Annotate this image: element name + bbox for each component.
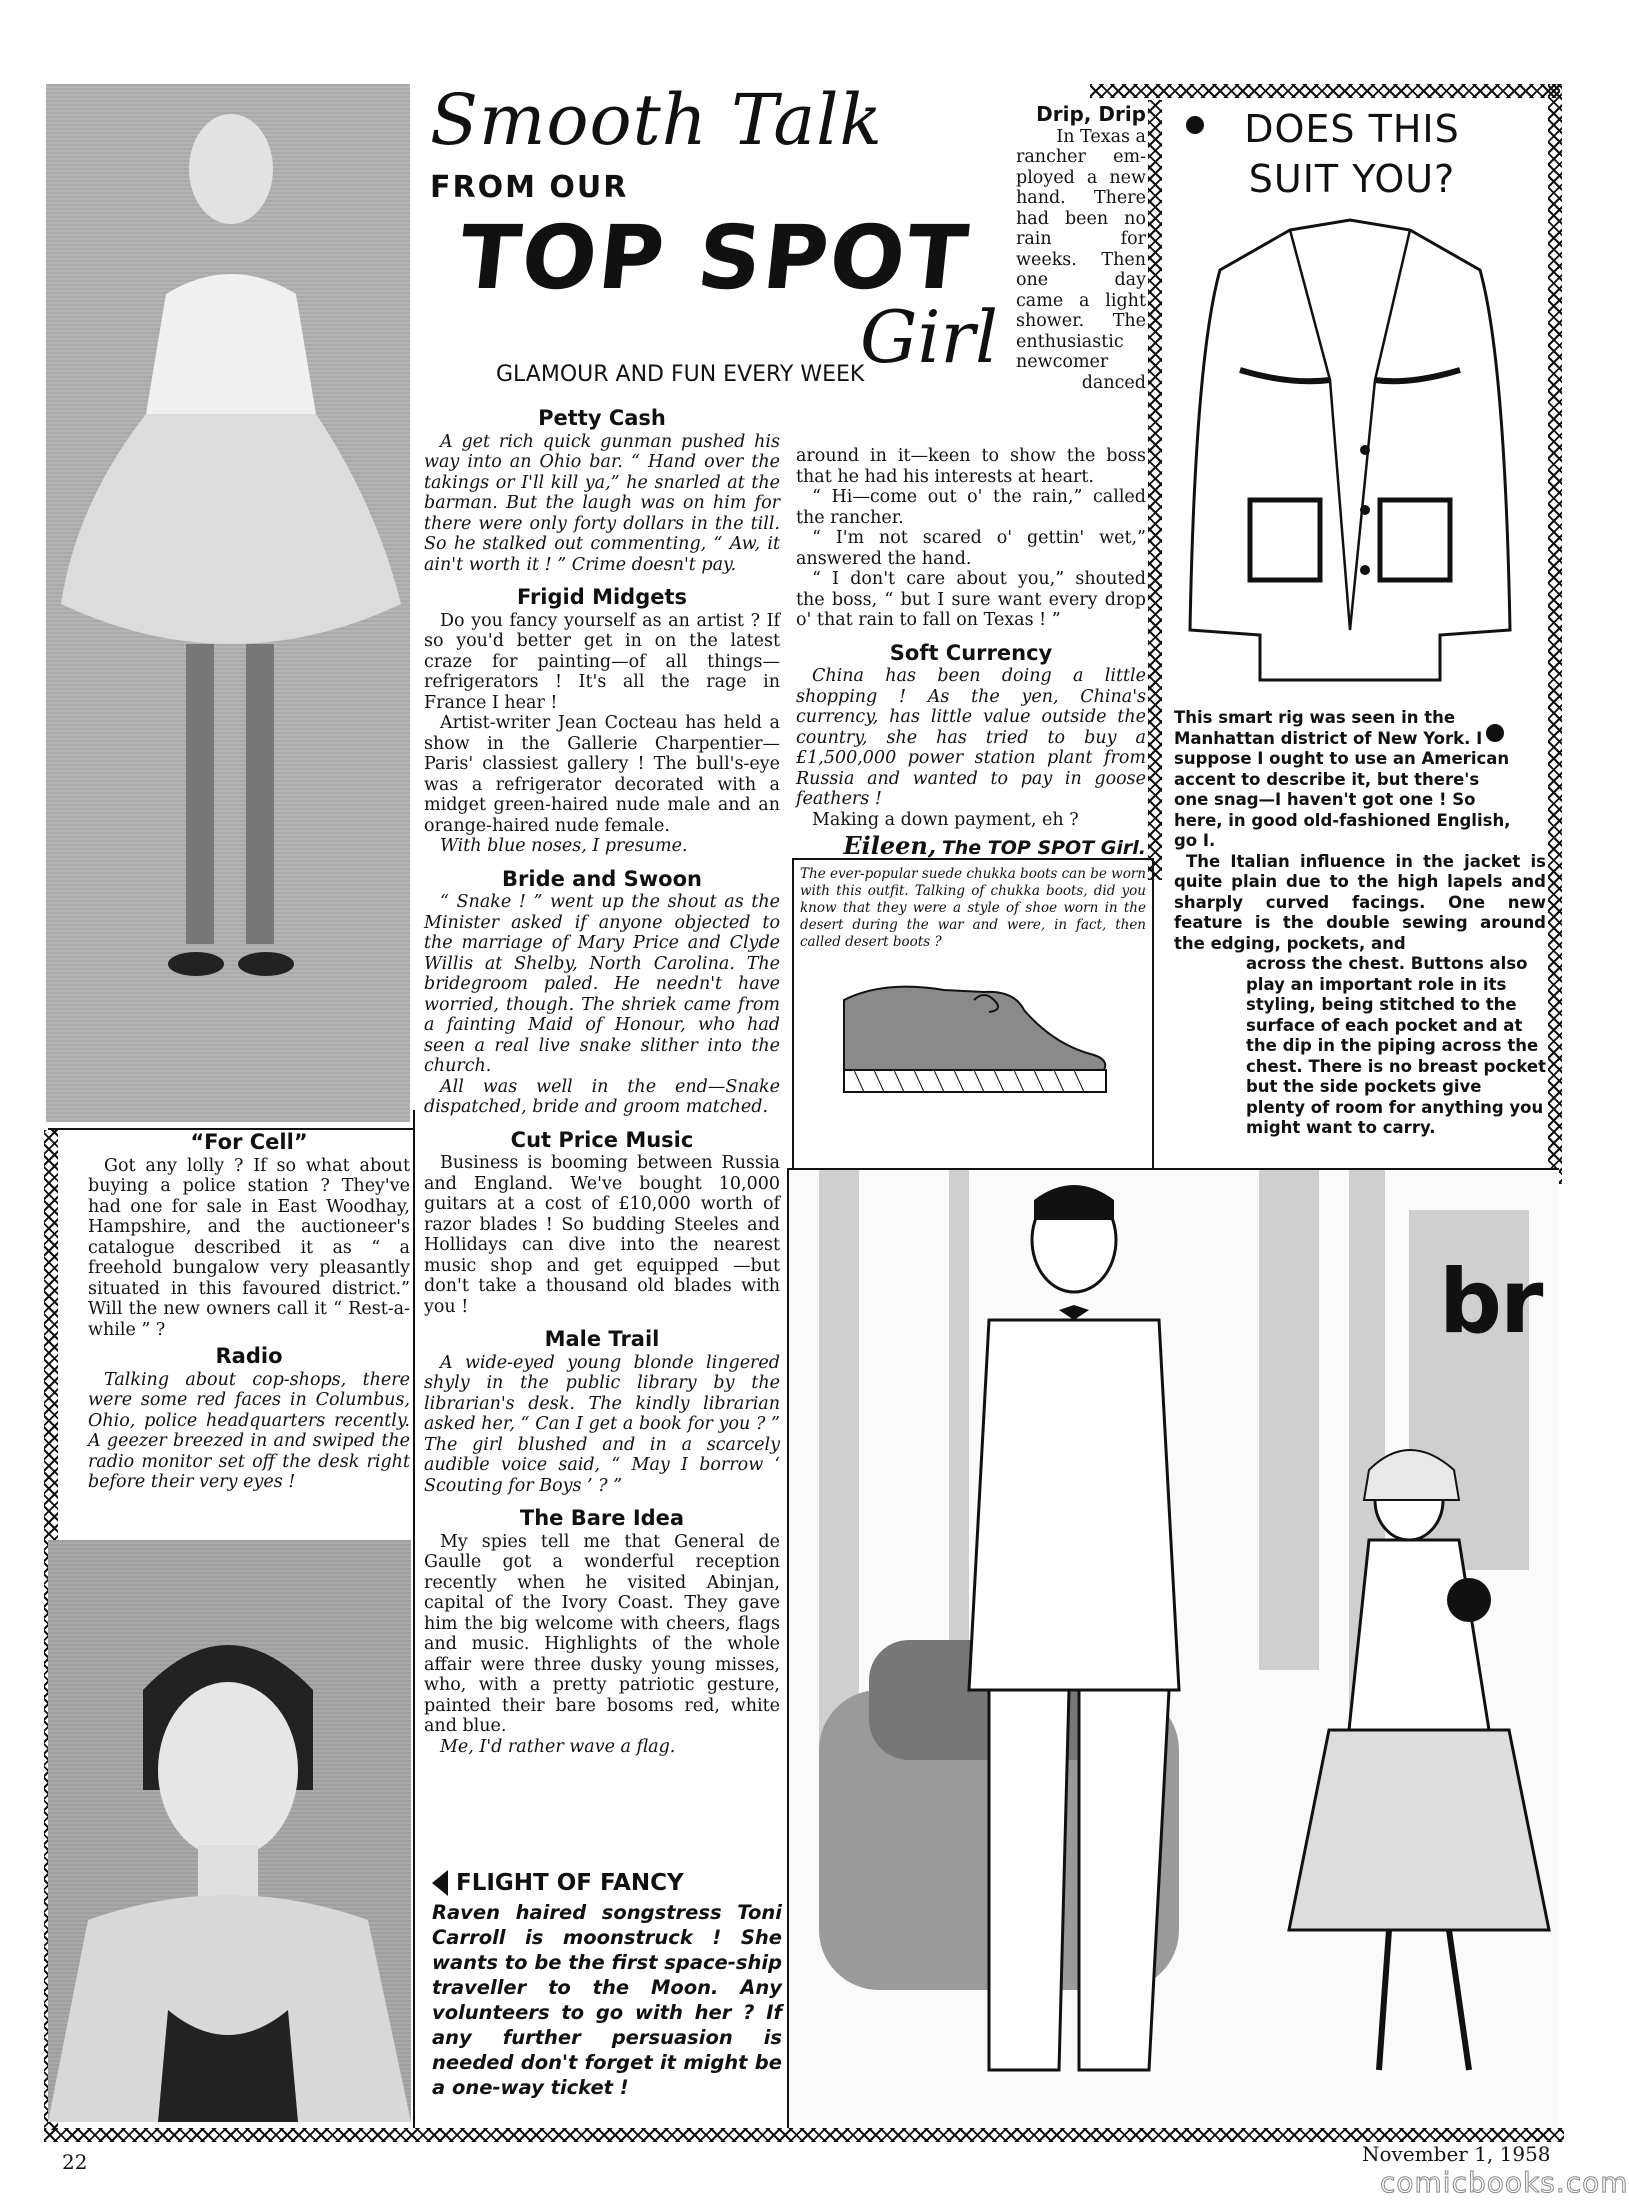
- signature: [796, 831, 1146, 860]
- boots-caption: The ever-popular suede chukka boots can be worn with this outfit. Talking of chukka boots, did you know that they were a style of shoe worn in the desert during the war and were, in fact, then called desert boots ?: [800, 866, 1146, 950]
- drip-drip-line: rain for: [1016, 229, 1146, 249]
- drip-drip-line: shower. The: [1016, 311, 1146, 331]
- bride-and-swoon-heading: Bride and Swoon: [502, 866, 702, 891]
- male-trail-body: A wide-eyed young blonde lingered shyly in the public library by the librarian's desk. The kindly librarian asked her, “ Can I get a book for you ? ” The girl blushed and in a scarcely audible voice said, “ May I borrow ‘ Scouting for Boys ’ ? ”: [424, 1352, 780, 1496]
- drip-drip-line: newcomer: [1016, 352, 1109, 372]
- drip-drip-line: hand. There: [1016, 188, 1146, 208]
- cut-price-music-body: Business is booming between Russia and England. We've bought 10,000 guitars at a cost of £10,000 worth of razor blades ! So budding Steeles and Hollidays can dive into the nearest music shop and get equipped —but don't take a thousand old blades with you !: [424, 1153, 780, 1317]
- photo-toni-carroll: [48, 1540, 411, 2122]
- drip-drip-body-1: around in it—keen to show the boss that he had his interests at heart.: [796, 446, 1146, 487]
- radio-body: Talking about cop-shops, there were some red faces in Columbus, Ohio, police headquarters recently. A geezer breezed in and swiped the radio monitor set off the desk right before their very eyes !: [88, 1369, 410, 1492]
- signature-rest: The TOP SPOT Girl.: [941, 837, 1146, 859]
- fashion-illustration: [789, 1170, 1559, 2128]
- fashion-heading-row: [1166, 104, 1546, 204]
- left-column-rule: [413, 1110, 415, 2128]
- fashion-body-2b: across the chest. Buttons also play an important role in its styling, being stitched to the surface of each pocket and at the dip in the piping across the chest. There is no breast pocket but the side pockets give plenty of room for anything you might want to carry.: [1246, 954, 1547, 1137]
- drip-drip-narrow-lines: [1016, 127, 1146, 394]
- drip-drip-narrow: [1016, 104, 1146, 393]
- fashion-body-2a: The Italian influence in the jacket is quite plain due to the high lapels and sharply curved facings. One new feature is the double sewing around the edging, pockets, and: [1174, 851, 1546, 953]
- cut-price-music-heading: Cut Price Music: [510, 1127, 694, 1152]
- bullet-icon-2: [1486, 724, 1504, 742]
- masthead-script-title: Smooth Talk: [430, 79, 883, 161]
- soft-currency-heading: Soft Currency: [889, 640, 1053, 665]
- issue-date: November 1, 1958: [1362, 2142, 1551, 2166]
- frigid-midgets-body-2: Artist-writer Jean Cocteau has held a show in the Gallerie Charpentier—Paris' classiest gallery ! The bull's-eye was a refrigerator decorated with a midget green-haired nude male and an orange-haired nude female.: [424, 713, 780, 836]
- for-cell-body: Got any lolly ? If so what about buying a police station ? They've had one for sale in East Woodhay, Hampshire, and the auctioneer's catalogue described it as “ a freehold bungalow very pleasantly situated in this favoured district.” Will the new owners call it “ Rest-a-while ” ?: [88, 1155, 410, 1340]
- bride-and-swoon-body-1: “ Snake ! ” went up the shout as the Minister asked if anyone objected to the marriage of Mary Price and Clyde Willis at Shelby, North Carolina. The bridegroom paled. He needn't have worried, though. The shriek came from a fainting Maid of Honour, who had seen a real live snake slither into the church.: [424, 892, 780, 1076]
- frigid-midgets-body-1: Do you fancy yourself as an artist ? If so you'd better get in on the latest craze for painting—of all things—refrigerators ! It's all the rage in France I hear !: [424, 610, 780, 713]
- fashion-heading: DOES THIS SUIT YOU?: [1244, 107, 1460, 201]
- fashion-section: [1166, 104, 1546, 204]
- chukka-boot-illustration: [824, 960, 1114, 1110]
- drip-drip-line: had been no: [1016, 208, 1146, 229]
- bullet-icon: [1186, 116, 1204, 134]
- fashion-text: [1166, 708, 1546, 1139]
- drip-drip-line: In Texas a: [1056, 126, 1146, 147]
- drip-drip-body-3: “ I'm not scared o' gettin' wet,” answered the hand.: [796, 528, 1146, 569]
- flight-of-fancy: [432, 1870, 782, 2100]
- bare-idea-body-1: My spies tell me that General de Gaulle got a wonderful reception recently when he visited Abinjan, capital of the Ivory Coast. They gave him the big welcome with cheers, flags and music. Highlights of the whole affair were three dusky young misses, who, with a pretty patriotic gesture, painted their bare bosoms red, white and blue.: [424, 1531, 780, 1736]
- page-number: 22: [62, 2150, 88, 2174]
- frigid-midgets-heading: Frigid Midgets: [516, 585, 688, 609]
- drip-drip-body-4: “ I don't care about you,” shouted the boss, “ but I sure want every drop o' that rain to fall on Texas ! ”: [796, 569, 1146, 630]
- petty-cash-body: A get rich quick gunman pushed his way into an Ohio bar. “ Hand over the takings or I'll kill ya,” he snarled at the barman. But the laugh was on him for there were only forty dollars in the till. So he stalked out commenting, “ Aw, it ain't worth it ! ” Crime doesn't pay.: [424, 431, 780, 575]
- male-trail-heading: Male Trail: [544, 1327, 660, 1351]
- drip-drip-line: ployed a new: [1016, 167, 1146, 188]
- middle-column: [424, 402, 780, 1757]
- left-column: [88, 1128, 410, 1493]
- drip-drip-line: came a light: [1016, 290, 1146, 311]
- col-separator-zigzag: [1148, 100, 1162, 880]
- boots-box: [792, 858, 1154, 1168]
- third-column: [796, 446, 1146, 860]
- drip-drip-heading: Drip, Drip: [1036, 102, 1146, 126]
- masthead: [420, 80, 1040, 390]
- storefront-sign: br: [1439, 1250, 1542, 1353]
- bare-idea-heading: The Bare Idea: [519, 1506, 685, 1530]
- masthead-girl-script: Girl: [860, 295, 998, 379]
- soft-currency-body-2: Making a down payment, eh ?: [812, 809, 1079, 830]
- drip-drip-line: rancher em-: [1016, 147, 1146, 167]
- right-border: [1548, 84, 1562, 1184]
- masthead-tagline: GLAMOUR AND FUN EVERY WEEK: [496, 362, 865, 387]
- masthead-from-our: FROM OUR: [430, 170, 629, 205]
- watermark: comicbooks.com: [1380, 2166, 1629, 2199]
- petty-cash-heading: Petty Cash: [538, 406, 666, 430]
- for-cell-heading: “For Cell”: [190, 1130, 308, 1154]
- photo-top-spot-girl: [46, 84, 410, 1122]
- flight-of-fancy-body: Raven haired songstress Toni Carroll is moonstruck ! She wants to be the first space-ship traveller to the Moon. Any volunteers to go with her ? If any further persuasion is needed don't forget it might be a one-way ticket !: [432, 1901, 782, 2099]
- drip-drip-line: danced: [1081, 372, 1146, 393]
- drip-drip-line: one day: [1016, 270, 1146, 290]
- pointer-arrow-icon: [432, 1870, 448, 1896]
- masthead-top-spot: TOP SPOT: [454, 206, 975, 309]
- frigid-midgets-body-3: With blue noses, I presume.: [440, 836, 688, 856]
- bottom-border: [44, 2128, 1564, 2142]
- drip-drip-body-2: “ Hi—come out o' the rain,” called the rancher.: [796, 487, 1146, 528]
- signature-name: Eileen,: [843, 831, 937, 860]
- fashion-body-1: This smart rig was seen in the Manhattan district of New York. I suppose I ought to use an American accent to describe it, but there's one snag—I haven't got one ! So here, in good old-fashioned English, go I.: [1174, 708, 1511, 850]
- drip-drip-line: weeks. Then: [1016, 249, 1146, 270]
- soft-currency-body-1: China has been doing a little shopping ! As the yen, China's currency, has little value outside the country, she has tried to buy a £1,500,000 power station plant from Russia and wanted to pay in goose feathers !: [796, 666, 1146, 809]
- top-border: [1090, 84, 1560, 98]
- jacket-illustration: [1180, 210, 1520, 700]
- flight-of-fancy-heading: FLIGHT OF FANCY: [456, 1870, 684, 1896]
- drip-drip-line: enthusiastic: [1016, 331, 1124, 352]
- bare-idea-body-2: Me, I'd rather wave a flag.: [440, 1736, 676, 1757]
- bride-and-swoon-body-2: All was well in the end—Snake dispatched, bride and groom matched.: [424, 1076, 780, 1117]
- radio-heading: Radio: [215, 1344, 283, 1368]
